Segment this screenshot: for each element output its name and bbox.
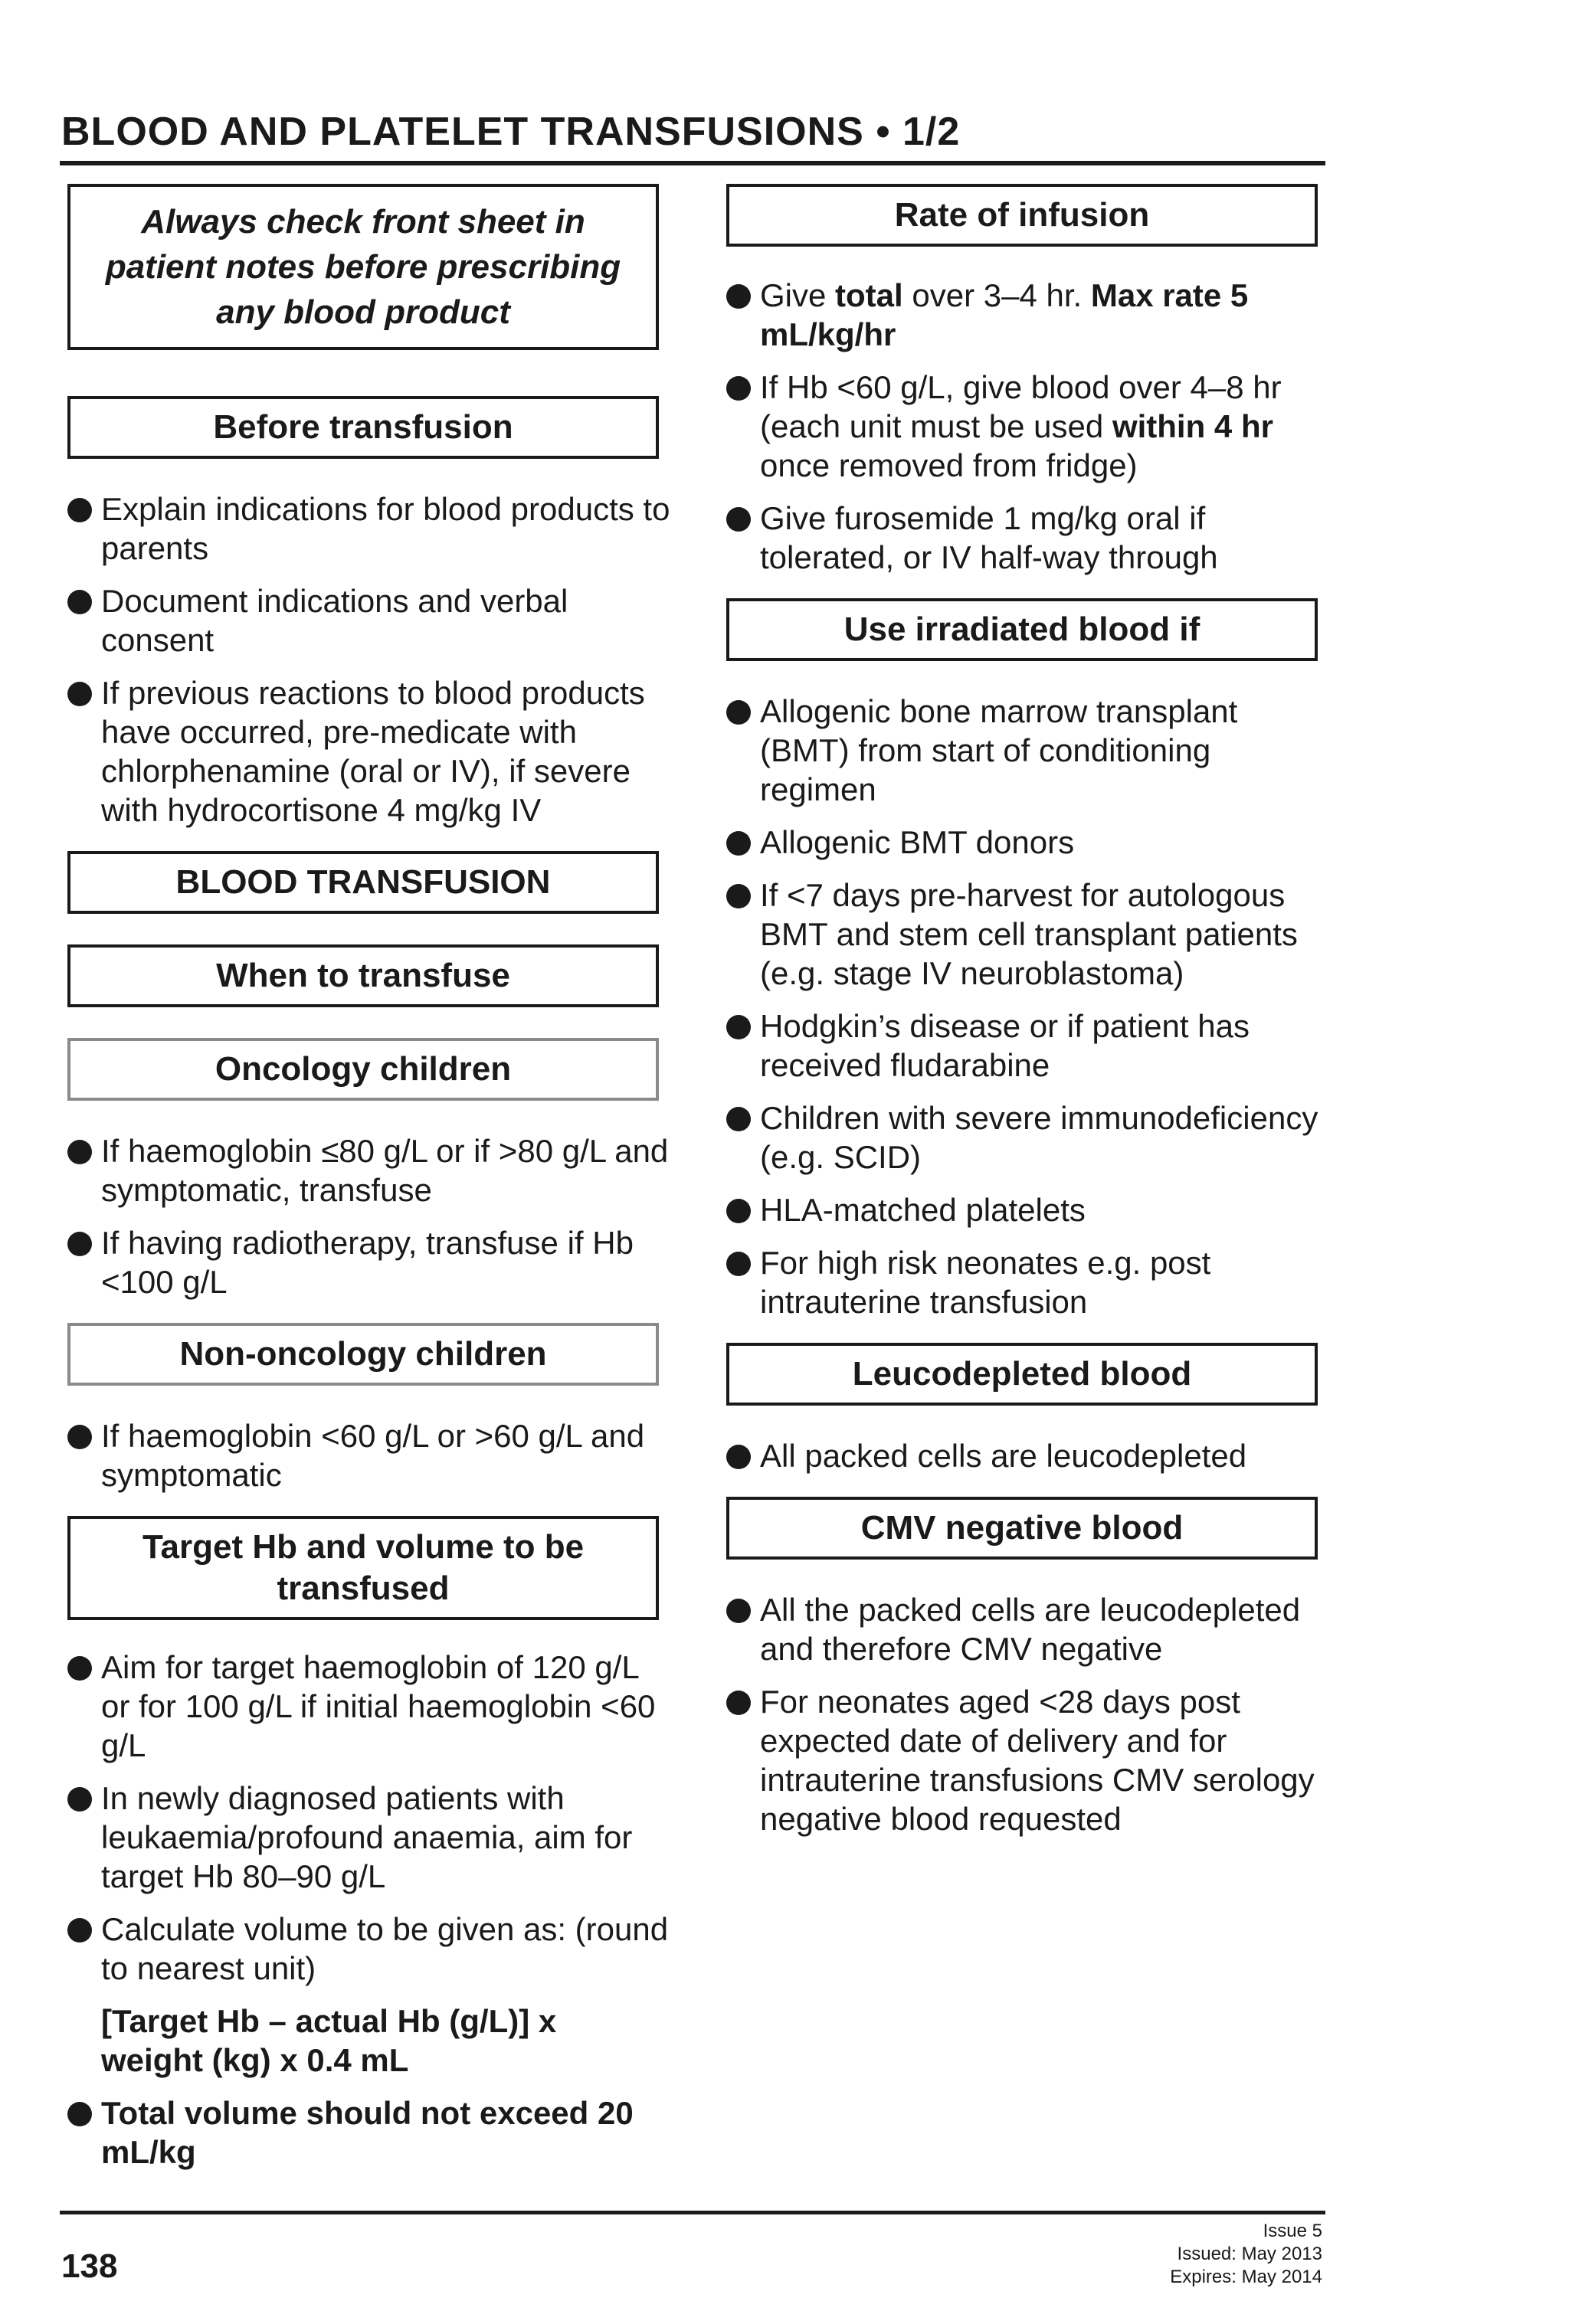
before-transfusion-list: [67, 489, 673, 830]
list-item: HLA-matched platelets: [726, 1190, 1324, 1229]
list-item: [67, 2093, 673, 2172]
list-item: Allogenic bone marrow transplant (BMT) from start of conditioning regimen: [726, 692, 1324, 809]
list-item: Aim for target haemoglobin of 120 g/L or for 100 g/L if initial haemoglobin <60 g/L: [67, 1648, 673, 1765]
footer-rule: [60, 2211, 1325, 2214]
issued-date: Issued: May 2013: [1177, 2244, 1322, 2264]
intro-box: Always check front sheet in patient notes before prescribing any blood product: [67, 184, 659, 350]
list-item: If <7 days pre-harvest for autologous BMT and stem cell transplant patients (e.g. stage IV neuroblastoma): [726, 876, 1324, 993]
cmv-list: [726, 1590, 1324, 1838]
oncology-list: [67, 1131, 673, 1301]
list-item: Explain indications for blood products to parents: [67, 489, 673, 568]
list-item: All packed cells are leucodepleted: [726, 1436, 1324, 1475]
total-volume-list: [67, 2093, 673, 2172]
expires-date: Expires: May 2014: [1170, 2267, 1322, 2287]
non-oncology-list: [67, 1416, 673, 1494]
list-item: Allogenic BMT donors: [726, 823, 1324, 862]
formula-line: [Target Hb – actual Hb (g/L)] x: [101, 2003, 557, 2039]
text-run: over 3–4 hr.: [902, 277, 1091, 313]
left-column: [67, 184, 673, 2185]
list-item: In newly diagnosed patients with leukaemia/profound anaemia, aim for target Hb 80–90 g/L: [67, 1779, 673, 1896]
list-item: Calculate volume to be given as: (round to nearest unit): [67, 1910, 673, 1988]
non-oncology-children-heading: Non-oncology children: [67, 1323, 659, 1386]
list-item: If haemoglobin <60 g/L or >60 g/L and symptomatic: [67, 1416, 673, 1494]
page-title: BLOOD AND PLATELET TRANSFUSIONS • 1/2: [61, 110, 961, 154]
text-run: If Hb <60 g/L, give blood over 4–8 hr (each unit must be used: [760, 369, 1282, 444]
list-item: If having radiotherapy, transfuse if Hb <100 g/L: [67, 1223, 673, 1301]
volume-formula: [67, 2002, 673, 2080]
when-to-transfuse-heading: When to transfuse: [67, 944, 659, 1007]
list-item: All the packed cells are leucodepleted and therefore CMV negative: [726, 1590, 1324, 1668]
irradiated-blood-heading: Use irradiated blood if: [726, 598, 1318, 661]
list-item: For neonates aged <28 days post expected date of delivery and for intrauterine transfusions CMV serology negative blood requested: [726, 1682, 1324, 1838]
total-volume-text: Total volume should not exceed 20 mL/kg: [101, 2095, 634, 2170]
list-item: Give furosemide 1 mg/kg oral if tolerated, or IV half-way through: [726, 499, 1324, 577]
list-item: [726, 368, 1324, 485]
list-item: If previous reactions to blood products have occurred, pre-medicate with chlorphenamine (oral or IV), if severe with hydrocortisone 4 mg/kg IV: [67, 673, 673, 830]
text-run: Give: [760, 277, 836, 313]
rate-list: [726, 276, 1324, 577]
oncology-children-heading: Oncology children: [67, 1038, 659, 1101]
issue-number: Issue 5: [1263, 2221, 1322, 2241]
list-item: [726, 276, 1324, 354]
bold-run: within 4 hr: [1112, 408, 1273, 444]
bold-run: Max rate 5 mL/kg/hr: [760, 277, 1249, 352]
right-column: [726, 184, 1324, 1852]
bold-run: total: [835, 277, 903, 313]
target-hb-heading: Target Hb and volume to be transfused: [67, 1516, 659, 1620]
formula-line: weight (kg) x 0.4 mL: [101, 2042, 409, 2078]
text-run: once removed from fridge): [760, 447, 1138, 483]
title-rule: [60, 161, 1325, 165]
target-hb-list: [67, 1648, 673, 1988]
leucodepleted-list: [726, 1436, 1324, 1475]
list-item: If haemoglobin ≤80 g/L or if >80 g/L and symptomatic, transfuse: [67, 1131, 673, 1209]
list-item: Document indications and verbal consent: [67, 581, 673, 660]
blood-transfusion-heading: BLOOD TRANSFUSION: [67, 851, 659, 914]
irradiated-list: [726, 692, 1324, 1321]
list-item: Children with severe immunodeficiency (e.g. SCID): [726, 1098, 1324, 1177]
issue-info: [1170, 2220, 1322, 2289]
list-item: For high risk neonates e.g. post intrauterine transfusion: [726, 1243, 1324, 1321]
page-number: 138: [61, 2247, 118, 2285]
rate-of-infusion-heading: Rate of infusion: [726, 184, 1318, 247]
before-transfusion-heading: Before transfusion: [67, 396, 659, 459]
list-item: Hodgkin’s disease or if patient has received fludarabine: [726, 1007, 1324, 1085]
leucodepleted-blood-heading: Leucodepleted blood: [726, 1343, 1318, 1406]
cmv-negative-blood-heading: CMV negative blood: [726, 1497, 1318, 1560]
